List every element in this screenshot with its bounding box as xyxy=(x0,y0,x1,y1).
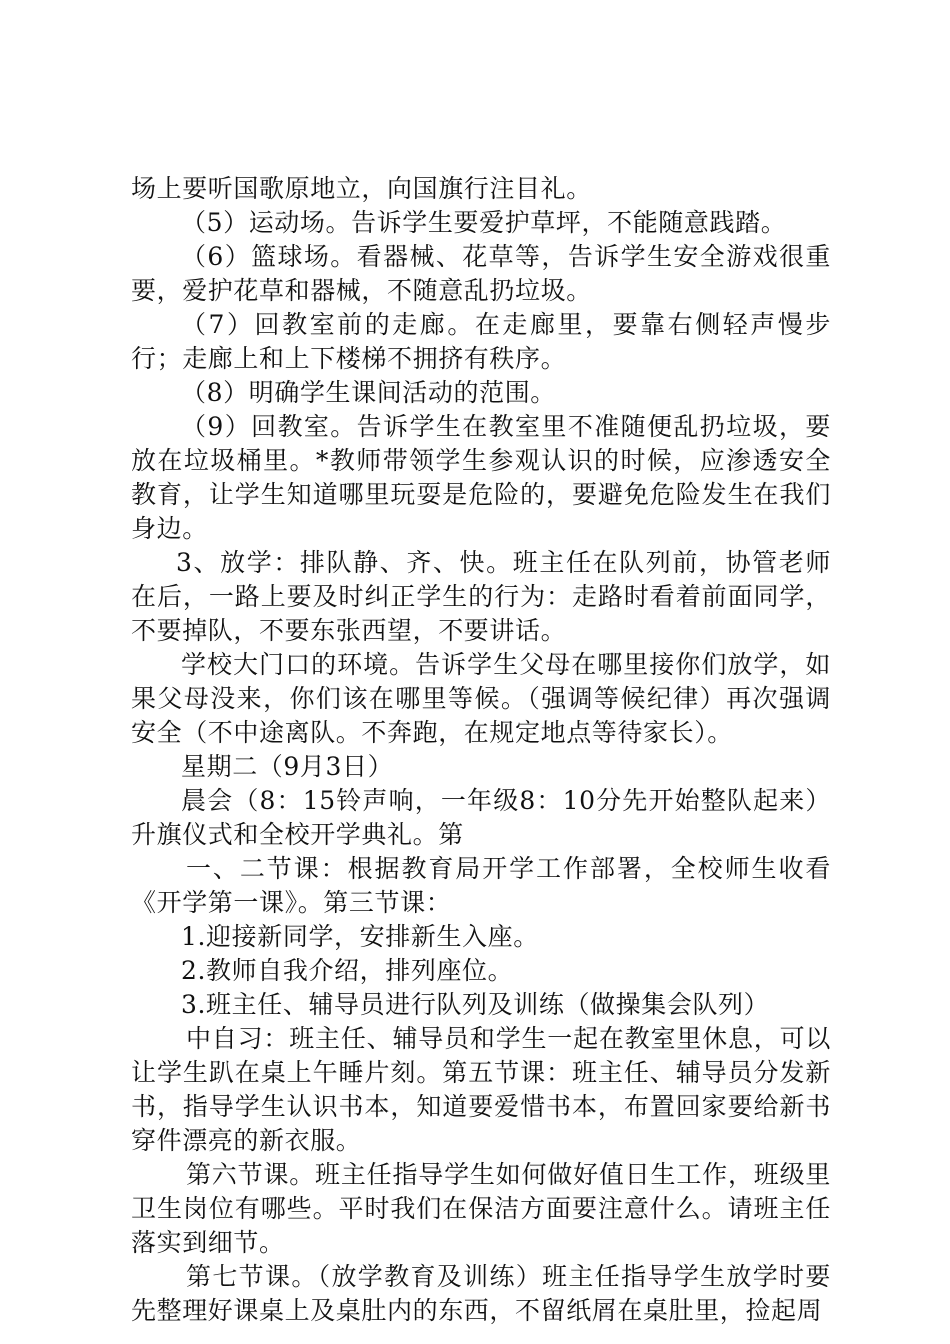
paragraph-4: （7）回教室前的走廊。在走廊里，要靠右侧轻声慢步行；走廊上和上下楼梯不拥挤有秩序。 xyxy=(131,310,831,373)
paragraph-5: （8）明确学生课间活动的范围。 xyxy=(181,378,556,407)
paragraph-6: （9）回教室。告诉学生在教室里不准随便乱扔垃圾，要放在垃圾桶里。*教师带领学生参观认识的时候，应渗透安全教育，让学生知道哪里玩耍是危险的，要避免危险发生在我们身边。 xyxy=(131,412,831,543)
paragraph-8: 学校大门口的环境。告诉学生父母在哪里接你们放学，如果父母没来，你们该在哪里等候。（强调等候纪律）再次强调安全（不中途离队。不奔跑，在规定地点等待家长）。 xyxy=(131,650,831,747)
paragraph-2: （5）运动场。告诉学生要爱护草坪，不能随意践踏。 xyxy=(181,208,787,237)
paragraph-3: （6）篮球场。看器械、花草等，告诉学生安全游戏很重要，爱护花草和器械，不随意乱扔垃圾。 xyxy=(131,242,831,305)
paragraph-15: 中自习：班主任、辅导员和学生一起在教室里休息，可以让学生趴在桌上午睡片刻。第五节课：班主任、辅导员分发新书，指导学生认识书本，知道要爱惜书本，布置回家要给新书穿件漂亮的新衣服。 xyxy=(131,1024,831,1155)
paragraph-7: 3、放学：排队静、齐、快。班主任在队列前，协管老师在后，一路上要及时纠正学生的行为：走路时看着前面同学，不要掉队，不要东张西望，不要讲话。 xyxy=(131,548,831,645)
paragraph-10: 晨会（8：15铃声响，一年级8：10分先开始整队起来）升旗仪式和全校开学典礼。第 xyxy=(131,786,831,849)
paragraph-1: 场上要听国歌原地立，向国旗行注目礼。 xyxy=(131,174,592,203)
paragraph-17: 第七节课。（放学教育及训练）班主任指导学生放学时要先整理好课桌上及桌肚内的东西，不留纸屑在桌肚里，捡起周 xyxy=(131,1262,831,1325)
paragraph-14: 3.班主任、辅导员进行队列及训练（做操集会队列） xyxy=(181,990,770,1019)
paragraph-13: 2.教师自我介绍，排列座位。 xyxy=(181,956,514,985)
paragraph-16: 第六节课。班主任指导学生如何做好值日生工作，班级里卫生岗位有哪些。平时我们在保洁方面要注意什么。请班主任落实到细节。 xyxy=(131,1160,831,1257)
paragraph-12: 1.迎接新同学，安排新生入座。 xyxy=(181,922,539,951)
paragraph-11: 一、二节课：根据教育局开学工作部署，全校师生收看《开学第一课》。第三节课： xyxy=(131,854,831,917)
paragraph-9: 星期二（9月3日） xyxy=(181,752,394,781)
document-body xyxy=(131,172,831,1328)
